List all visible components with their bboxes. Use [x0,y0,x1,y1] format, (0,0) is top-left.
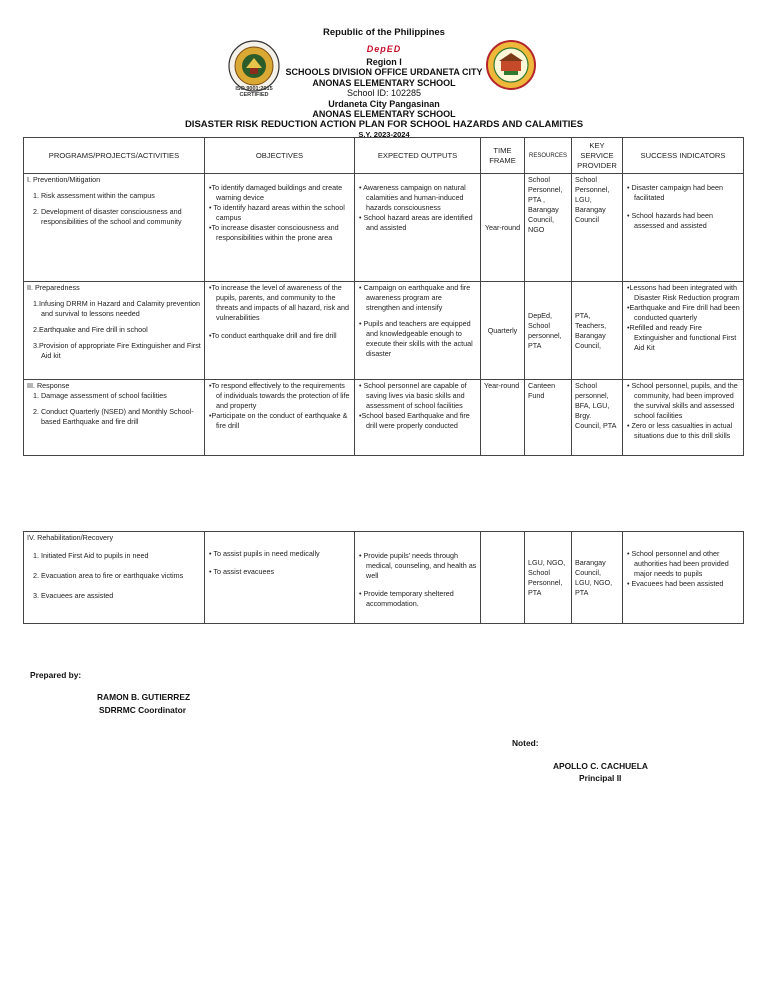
program-item: 2.Earthquake and Fire drill in school [33,325,148,334]
time-frame-cell [481,532,525,624]
success-item: • Zero or less casualties in actual situations due to this drill skills [627,421,733,440]
section-title: IV. Rehabilitation/Recovery [27,533,114,542]
objectives-cell [205,380,355,456]
principal-role: Principal II [579,773,622,783]
resources-cell: DepEd, School personnel, PTA [525,282,572,380]
school-year: S.Y. 2023-2024 [358,130,410,139]
objective-item: •To increase the level of awareness of the pupils, parents, and community to the threats and impacts of all hazard, risk and vulnerabilities [209,283,350,322]
section-title: II. Preparedness [27,283,80,292]
key-provider-cell: PTA, Teachers, Barangay Council, [572,282,623,380]
output-item: •School based Earthquake and fire drill were properly conducted [359,411,470,430]
success-item: •Earthquake and Fire drill had been conducted quarterly [627,303,740,322]
program-item: 1. Damage assessment of school facilities [33,391,167,400]
header-programs: PROGRAMS/PROJECTS/ACTIVITIES [24,138,205,174]
programs-cell [24,282,205,380]
output-item: • Provide temporary sheltered accommodation. [359,589,454,608]
objective-item: •To conduct earthquake drill and fire drill [209,331,337,340]
deped-logo-text: DepED [366,43,402,54]
table-row [24,532,744,624]
header-key-provider: KEY SERVICE PROVIDER [572,138,623,174]
programs-cell [24,174,205,282]
resources-cell: School Personnel, PTA , Barangay Council, NGO [525,174,572,282]
success-item: • School hazards had been assessed and assisted [627,211,714,230]
success-item: • Disaster campaign had been facilitated [627,183,724,202]
output-item: • Provide pupils' needs through medical, counseling, and health as well [359,551,477,580]
section-title: I. Prevention/Mitigation [27,175,101,184]
section-title: III. Response [27,381,70,390]
table-row [24,282,744,380]
programs-cell [24,380,205,456]
output-item: • School hazard areas are identified and assisted [359,213,473,232]
school-line: ANONAS ELEMENTARY SCHOOL [312,77,456,88]
republic-line: Republic of the Philippines [323,27,445,38]
output-item: • Campaign on earthquake and fire awareness program are strengthen and intensify [359,283,471,312]
school-seal-icon [486,40,536,90]
document-header [0,28,768,141]
objective-item: •Participate on the conduct of earthquake & fire drill [209,411,348,430]
action-plan-table [23,137,744,456]
school-id-line: School ID: 102285 [346,88,422,98]
principal-name: APOLLO C. CACHUELA [553,761,648,771]
outputs-cell [355,380,481,456]
header-time: TIME FRAME [481,138,525,174]
program-item: 2. Development of disaster consciousness and responsibilities of the school and community [33,207,182,226]
objective-item: • To identify hazard areas within the school campus [209,203,345,222]
key-provider-cell: School personnel, BFA, LGU, Brgy. Council, PTA [572,380,623,456]
program-item: 1. Risk assessment within the campus [33,191,155,200]
outputs-cell [355,532,481,624]
success-cell [623,532,744,624]
key-provider-cell: School Personnel, LGU, Barangay Council [572,174,623,282]
output-item: • Pupils and teachers are equipped and knowledgeable enough to execute their skills with the actual disaster [359,319,473,358]
program-item: 2. Evacuation area to fire or earthquake victims [33,571,184,580]
outputs-cell [355,174,481,282]
prepared-by-label: Prepared by: [30,670,82,680]
program-item: 2. Conduct Quarterly (NSED) and Monthly School-based Earthquake and fire drill [33,407,194,426]
key-provider-cell: Barangay Council, LGU, NGO, PTA [572,532,623,624]
objective-item: •To increase disaster consciousness and responsibilities within the prone area [209,223,339,242]
programs-cell [24,532,205,624]
recovery-table [23,531,744,624]
region-line: Region I [366,56,402,67]
program-item: 3.Provision of appropriate Fire Extinguisher and First Aid kit [33,341,201,360]
success-item: • School personnel and other authorities had been provided major needs to pupils [627,549,729,578]
program-item: 1.Infusing DRRM in Hazard and Calamity prevention and survival to lessons needed [33,299,200,318]
preparer-name: RAMON B. GUTIERREZ [97,692,191,702]
table-row [24,380,744,456]
objectives-cell [205,282,355,380]
success-cell [623,282,744,380]
success-item: • Evacuees had been assisted [627,579,724,588]
header-success: SUCCESS INDICATORS [623,138,744,174]
resources-cell: Canteen Fund [525,380,572,456]
city-line: Urdaneta City Pangasinan [328,98,440,109]
objectives-cell [205,174,355,282]
preparer-role: SDRRMC Coordinator [99,705,187,715]
noted-label: Noted: [512,738,539,748]
header-outputs: EXPECTED OUTPUTS [355,138,481,174]
table-header-row [24,138,744,174]
success-cell [623,380,744,456]
output-item: • Awareness campaign on natural calamities and human-induced hazards consciousness [359,183,466,212]
program-item: 3. Evacuees are assisted [33,591,114,600]
school-line-2: ANONAS ELEMENTARY SCHOOL [312,109,456,119]
time-frame-cell: Year-round [481,380,525,456]
objective-item: • To assist pupils in need medically [209,549,320,558]
header-resources: RESOURCES [525,138,572,174]
table-row [24,174,744,282]
objective-item: •To respond effectively to the requirements of individuals towards the protection of life and property [209,381,350,410]
success-item: • School personnel, pupils, and the community, had been improved the survival skills and assessed school facilities [627,381,738,420]
success-item: •Lessons had been integrated with Disaster Risk Reduction program [627,283,740,302]
time-frame-cell: Quarterly [481,282,525,380]
outputs-cell [355,282,481,380]
program-item: 1. Initiated First Aid to pupils in need [33,551,149,560]
header-objectives: OBJECTIVES [205,138,355,174]
objective-item: • To assist evacuees [209,567,275,576]
success-item: •Refilled and ready Fire Extinguisher and functional First Aid Kit [627,323,737,352]
resources-cell: LGU, NGO, School Personnel, PTA [525,532,572,624]
success-cell [623,174,744,282]
iso-badge: ISO 9001:2015 CERTIFIED [235,86,273,98]
output-item: • School personnel are capable of saving lives via basic skills and assessment of school facilities [359,381,467,410]
document-title: DISASTER RISK REDUCTION ACTION PLAN FOR SCHOOL HAZARDS AND CALAMITIES [184,118,584,130]
time-frame-cell: Year-round [481,174,525,282]
division-seal-icon [228,40,280,92]
objectives-cell [205,532,355,624]
deped-logo [367,45,402,53]
division-line: SCHOOLS DIVISION OFFICE URDANETA CITY [285,67,483,77]
objective-item: •To identify damaged buildings and create warning device [209,183,343,202]
